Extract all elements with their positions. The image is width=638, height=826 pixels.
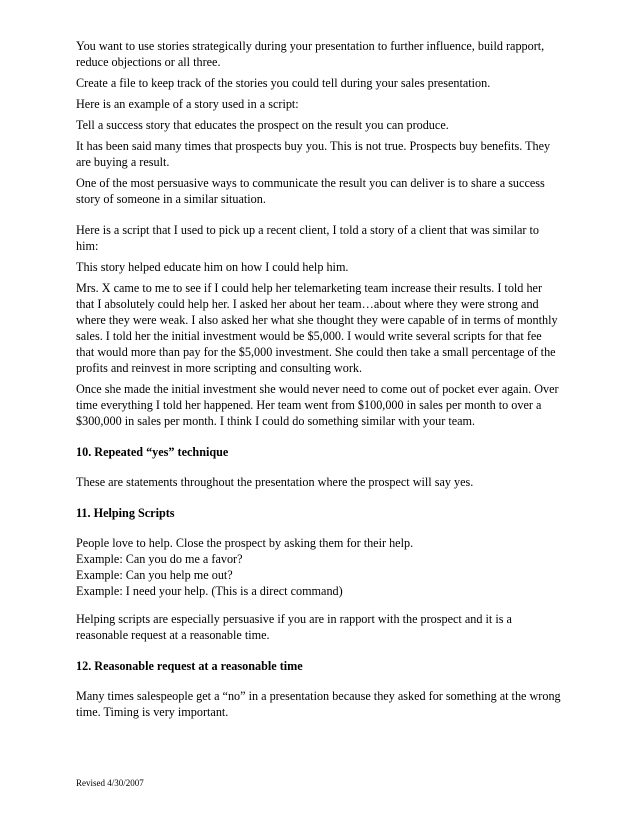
paragraph-stories-intro: You want to use stories strategically during your presentation to further influence, build rapport, reduce objections or all three.	[76, 39, 545, 69]
page-body	[76, 38, 562, 725]
heading-repeated-yes: 10. Repeated “yes” technique	[76, 445, 229, 459]
paragraph-persuasive-ways: One of the most persuasive ways to communicate the result you can deliver is to share a success story of someone in a similar situation.	[76, 176, 545, 206]
paragraph-story-file: Create a file to keep track of the stories you could tell during your sales presentation.	[76, 76, 491, 90]
helping-example-line: Example: Can you do me a favor?	[76, 552, 243, 566]
paragraph-yes-statements: These are statements throughout the presentation where the prospect will say yes.	[76, 475, 474, 489]
paragraph-story-helped: This story helped educate him on how I could help him.	[76, 260, 349, 274]
paragraph-script-intro: Here is a script that I used to pick up a recent client, I told a story of a client that was similar to him:	[76, 223, 539, 253]
helping-example-line: Example: Can you help me out?	[76, 568, 233, 582]
helping-line: People love to help. Close the prospect by asking them for their help.	[76, 536, 414, 550]
heading-helping-scripts: 11. Helping Scripts	[76, 506, 175, 520]
paragraph-success-story: Tell a success story that educates the prospect on the result you can produce.	[76, 118, 449, 132]
paragraph-buy-result: It has been said many times that prospects buy you. This is not true. Prospects buy benefits. They are buying a result.	[76, 139, 551, 169]
paragraph-helping-persuasive: Helping scripts are especially persuasive if you are in rapport with the prospect and it is a reasonable request at a reasonable time.	[76, 612, 512, 642]
paragraph-mrs-x-story: Mrs. X came to me to see if I could help her telemarketing team increase their results. I told her that I absolutely could help her. I asked her about her team…about where they were strong and where they were weak. I also asked her what she thought they were capable of in terms of monthly sales. I told her the initial investment would be $5,000. I would write several scripts for that fee that would more than pay for the $5,000 investment. She could then take a small percentage of the profits and reinvest in more scripting and consulting work.	[76, 281, 558, 375]
heading-reasonable-request: 12. Reasonable request at a reasonable time	[76, 659, 303, 673]
helping-example-line: Example: I need your help. (This is a direct command)	[76, 584, 343, 598]
paragraph-story-example: Here is an example of a story used in a script:	[76, 97, 299, 111]
helping-examples	[76, 535, 562, 599]
paragraph-timing: Many times salespeople get a “no” in a presentation because they asked for something at the wrong time. Timing is very important.	[76, 689, 561, 719]
revision-footer: Revised 4/30/2007	[76, 778, 144, 788]
paragraph-investment-result: Once she made the initial investment she would never need to come out of pocket ever again. Over time everything I told her happened. Her team went from $100,000 in sales per month to over a $300,000 in sales per month. I think I could do something similar with your team.	[76, 382, 559, 428]
